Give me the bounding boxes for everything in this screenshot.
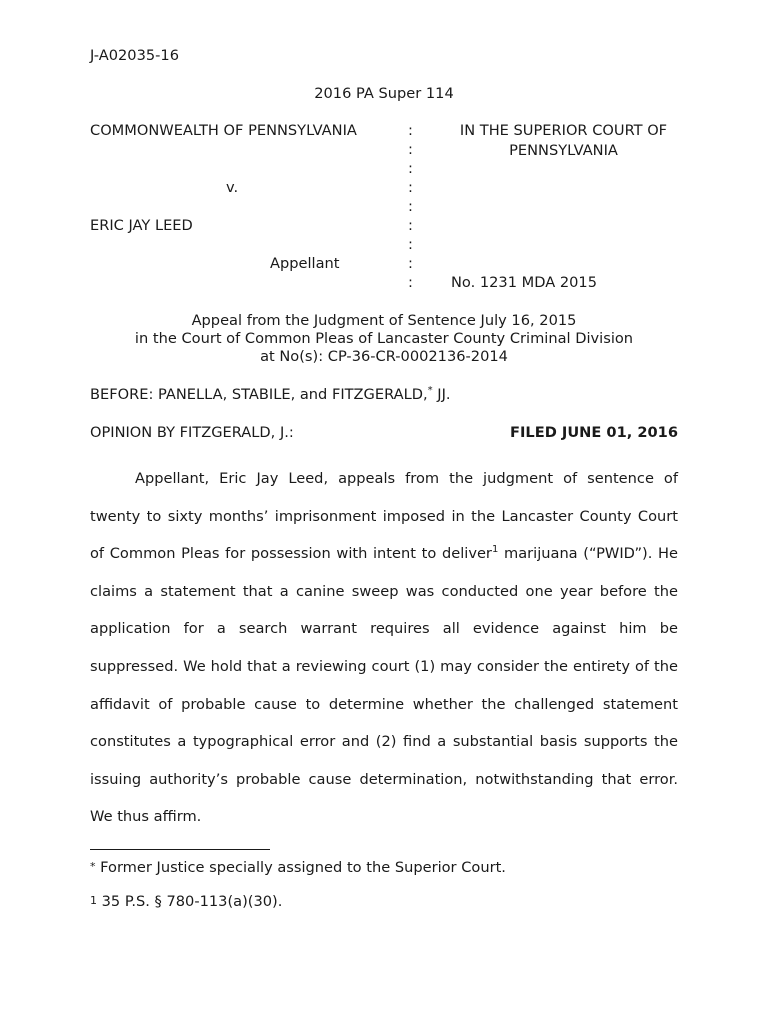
- opinion-author: OPINION BY FITZGERALD, J.:: [90, 424, 294, 441]
- paragraph-part-1: Appellant, Eric Jay Leed, appeals from the judgment of sentence of twenty to sixty months’ imprisonment imposed in the Lancaster County Court of Common Pleas for possession with intent to deliver: [90, 470, 678, 563]
- footnote-1: [90, 893, 282, 911]
- court-name-line1: IN THE SUPERIOR COURT OF: [459, 122, 668, 139]
- opinion-paragraph: [90, 460, 678, 836]
- caption-colon: :: [408, 217, 413, 234]
- court-name-line2: PENNSYLVANIA: [509, 142, 618, 159]
- appeal-line-1: Appeal from the Judgment of Sentence July 16, 2015: [191, 312, 577, 329]
- appeal-line-3: at No(s): CP-36-CR-0002136-2014: [260, 348, 508, 365]
- footnote-divider: [90, 849, 270, 850]
- footnote-ref-star: *: [427, 385, 433, 397]
- caption-colon: :: [408, 198, 413, 215]
- appeal-description: [0, 312, 768, 366]
- panel-judges: BEFORE: PANELLA, STABILE, and FITZGERALD,: [90, 386, 428, 403]
- caption-colon: :: [408, 255, 413, 272]
- caption-colon: :: [408, 274, 413, 291]
- opinion-body: [90, 460, 678, 836]
- panel-suffix: JJ.: [432, 386, 451, 403]
- paragraph-part-2: marijuana (“PWID”). He claims a statement that a canine sweep was conducted one year before the application for a search warrant requires all evidence against him be suppressed. We hold that a reviewing court (1) may consider the entirety of the affidavit of probable cause to determine whether the challenged statement constitutes a typographical error and (2) find a substantial basis supports the issuing authority’s probable cause determination, notwithstanding that error. We thus affirm.: [90, 545, 678, 826]
- case-number: No. 1231 MDA 2015: [451, 274, 597, 291]
- footnote-text: Former Justice specially assigned to the Superior Court.: [95, 859, 506, 876]
- caption-colon: :: [408, 141, 413, 158]
- appeal-line-2: in the Court of Common Pleas of Lancaster County Criminal Division: [134, 330, 634, 347]
- case-citation: 2016 PA Super 114: [314, 85, 454, 102]
- footnote-mark: 1: [90, 894, 97, 907]
- footnote-star: [90, 859, 506, 877]
- footnote-text: 35 P.S. § 780-113(a)(30).: [97, 893, 283, 910]
- footnote-ref-1: 1: [491, 544, 499, 556]
- caption-colon: :: [408, 122, 413, 139]
- panel-line: [90, 386, 451, 404]
- caption-colon: :: [408, 160, 413, 177]
- docket-number: J-A02035-16: [90, 47, 179, 64]
- caption-colon: :: [408, 179, 413, 196]
- footnote-mark: *: [90, 860, 96, 873]
- versus-label: v.: [226, 179, 239, 196]
- caption-colon: :: [408, 236, 413, 253]
- party-appellant-name: ERIC JAY LEED: [90, 217, 193, 234]
- filed-date: FILED JUNE 01, 2016: [510, 424, 678, 441]
- appellant-role: Appellant: [270, 255, 340, 272]
- party-commonwealth: COMMONWEALTH OF PENNSYLVANIA: [90, 122, 357, 139]
